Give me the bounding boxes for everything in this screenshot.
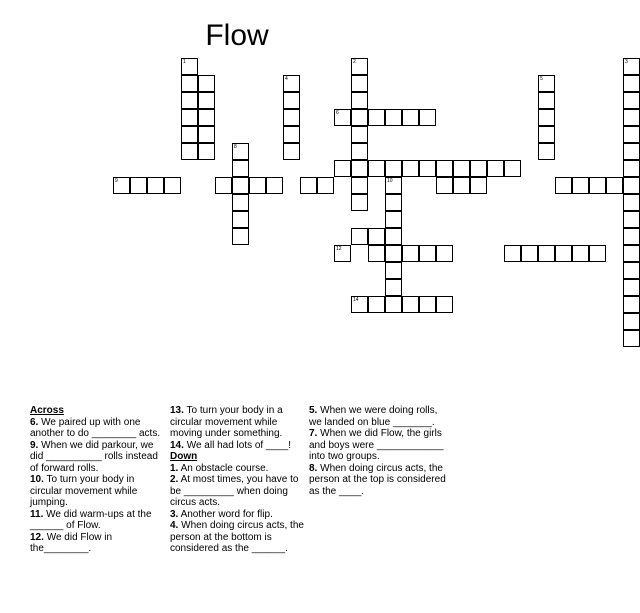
grid-cell[interactable]	[402, 109, 419, 126]
clue-item-text: We all had lots of ____!	[186, 439, 292, 451]
grid-cell[interactable]	[181, 143, 198, 160]
clue-column-1	[30, 405, 168, 555]
grid-cell[interactable]	[198, 109, 215, 126]
grid-cell[interactable]	[368, 296, 385, 313]
grid-cell[interactable]	[623, 109, 640, 126]
clue-item-text: We did warm-ups at the ______ of Flow.	[30, 508, 152, 531]
clue-number: 8	[234, 144, 237, 150]
grid-cell[interactable]	[385, 160, 402, 177]
grid-cell[interactable]	[623, 245, 640, 262]
grid-cell[interactable]	[249, 177, 266, 194]
grid-cell[interactable]	[385, 296, 402, 313]
clue-item	[170, 463, 308, 475]
grid-cell[interactable]	[351, 126, 368, 143]
clue-item	[30, 474, 168, 509]
grid-cell[interactable]	[606, 177, 623, 194]
grid-cell[interactable]	[334, 245, 351, 262]
grid-cell[interactable]	[538, 75, 555, 92]
grid-cell[interactable]	[232, 228, 249, 245]
grid-cell[interactable]	[385, 279, 402, 296]
grid-cell[interactable]	[555, 245, 572, 262]
clue-item-number: 2.	[170, 474, 179, 485]
grid-cell[interactable]	[623, 313, 640, 330]
across-heading: Across	[30, 405, 64, 416]
grid-cell[interactable]	[232, 194, 249, 211]
grid-cell[interactable]	[555, 177, 572, 194]
clue-item-text: When doing circus acts, the person at the top is considered as the ____.	[309, 462, 446, 497]
clue-item	[170, 440, 308, 452]
grid-cell[interactable]	[572, 245, 589, 262]
clue-item-text: When we did Flow, the girls and boys were ____________ into two groups.	[309, 428, 444, 462]
grid-cell[interactable]	[419, 109, 436, 126]
grid-cell[interactable]	[538, 143, 555, 160]
clue-item-text: We did Flow in the________.	[30, 531, 113, 554]
grid-cell[interactable]	[232, 177, 249, 194]
grid-cell[interactable]	[487, 160, 504, 177]
grid-cell[interactable]	[436, 160, 453, 177]
grid-cell[interactable]	[589, 245, 606, 262]
grid-cell[interactable]	[470, 177, 487, 194]
clue-item-number: 14.	[170, 439, 184, 451]
clue-number: 2	[353, 59, 356, 65]
grid-cell[interactable]	[385, 262, 402, 279]
grid-cell[interactable]	[181, 126, 198, 143]
clue-item	[170, 509, 308, 521]
clue-number: 5	[540, 76, 543, 82]
clue-item-text: Another word for flip.	[180, 508, 273, 520]
grid-cell[interactable]	[538, 245, 555, 262]
grid-cell[interactable]	[419, 245, 436, 262]
clue-item	[30, 509, 168, 532]
grid-cell[interactable]	[623, 330, 640, 347]
clue-number: 3	[625, 59, 628, 65]
grid-cell[interactable]	[283, 75, 300, 92]
grid-cell[interactable]	[181, 109, 198, 126]
grid-cell[interactable]	[300, 177, 317, 194]
clue-item-number: 6.	[30, 416, 39, 428]
clue-item-number: 10.	[30, 474, 44, 485]
grid-cell[interactable]	[402, 160, 419, 177]
clue-column-3	[309, 405, 447, 497]
clue-item-number: 12.	[30, 531, 44, 543]
grid-cell[interactable]	[283, 109, 300, 126]
clue-column-2	[170, 405, 308, 555]
clue-item-text: To turn your body in circular movement while jumping.	[30, 474, 138, 508]
grid-cell[interactable]	[385, 194, 402, 211]
grid-cell[interactable]	[623, 228, 640, 245]
grid-cell[interactable]	[232, 211, 249, 228]
grid-cell[interactable]	[623, 211, 640, 228]
grid-cell[interactable]	[334, 109, 351, 126]
grid-cell[interactable]	[538, 92, 555, 109]
grid-cell[interactable]	[623, 262, 640, 279]
grid-cell[interactable]	[232, 143, 249, 160]
clue-number: 1	[183, 59, 186, 65]
clue-item-number: 5.	[309, 405, 318, 416]
clue-item-number: 7.	[309, 428, 318, 439]
grid-cell[interactable]	[623, 75, 640, 92]
grid-cell[interactable]	[504, 245, 521, 262]
grid-cell[interactable]	[368, 109, 385, 126]
clue-item	[30, 417, 168, 440]
grid-cell[interactable]	[181, 75, 198, 92]
grid-cell[interactable]	[521, 245, 538, 262]
clue-item-text: When we were doing rolls, we landed on blue _______.	[309, 405, 438, 428]
grid-cell[interactable]	[351, 194, 368, 211]
grid-cell[interactable]	[453, 160, 470, 177]
grid-cell[interactable]	[436, 296, 453, 313]
clue-number: 6	[336, 110, 339, 116]
grid-cell[interactable]	[470, 160, 487, 177]
grid-cell[interactable]	[198, 92, 215, 109]
grid-cell[interactable]	[402, 296, 419, 313]
grid-cell[interactable]	[623, 194, 640, 211]
grid-cell[interactable]	[351, 92, 368, 109]
grid-cell[interactable]	[283, 126, 300, 143]
grid-cell[interactable]	[266, 177, 283, 194]
grid-cell[interactable]	[351, 75, 368, 92]
grid-cell[interactable]	[368, 160, 385, 177]
clue-item-text: An obstacle course.	[180, 462, 269, 474]
clue-item	[309, 428, 447, 463]
clue-item-number: 3.	[170, 508, 179, 520]
down-heading: Down	[170, 451, 198, 462]
clue-item	[30, 440, 168, 475]
grid-cell[interactable]	[147, 177, 164, 194]
grid-cell[interactable]	[181, 58, 198, 75]
grid-cell[interactable]	[164, 177, 181, 194]
grid-cell[interactable]	[385, 228, 402, 245]
clue-item	[170, 405, 308, 440]
clue-item	[170, 520, 308, 555]
clue-item-number: 4.	[170, 520, 179, 531]
grid-cell[interactable]	[351, 160, 368, 177]
grid-cell[interactable]	[419, 296, 436, 313]
grid-cell[interactable]	[623, 279, 640, 296]
grid-cell[interactable]	[504, 160, 521, 177]
grid-cell[interactable]	[623, 160, 640, 177]
clue-item	[309, 405, 447, 428]
grid-cell[interactable]	[385, 177, 402, 194]
grid-cell[interactable]	[453, 177, 470, 194]
grid-cell[interactable]	[198, 126, 215, 143]
grid-cell[interactable]	[215, 177, 232, 194]
grid-cell[interactable]	[232, 160, 249, 177]
grid-cell[interactable]	[572, 177, 589, 194]
puzzle-title: Flow	[205, 19, 269, 52]
clue-item-text: When we did parkour, we did __________ rolls instead of forward rolls.	[30, 439, 158, 474]
grid-cell[interactable]	[538, 126, 555, 143]
grid-cell[interactable]	[130, 177, 147, 194]
clue-item-text: To turn your body in a circular movement while moving under something.	[170, 405, 283, 439]
grid-cell[interactable]	[283, 143, 300, 160]
clue-number: 12	[336, 246, 342, 252]
grid-cell[interactable]	[283, 92, 300, 109]
grid-cell[interactable]	[623, 177, 640, 194]
clue-item-number: 13.	[170, 405, 184, 416]
grid-cell[interactable]	[589, 177, 606, 194]
grid-cell[interactable]	[351, 296, 368, 313]
clue-item	[309, 463, 447, 498]
grid-cell[interactable]	[334, 160, 351, 177]
grid-cell[interactable]	[368, 228, 385, 245]
grid-cell[interactable]	[351, 143, 368, 160]
grid-cell[interactable]	[623, 58, 640, 75]
clue-number: 14	[353, 297, 359, 303]
grid-cell[interactable]	[181, 92, 198, 109]
clue-item-text: We paired up with one another to do ________ acts.	[30, 416, 161, 439]
grid-cell[interactable]	[198, 143, 215, 160]
clue-item	[170, 474, 308, 509]
grid-cell[interactable]	[351, 58, 368, 75]
clue-number: 4	[285, 76, 288, 82]
grid-cell[interactable]	[198, 75, 215, 92]
clue-item-text: When doing circus acts, the person at the bottom is considered as the ______.	[170, 520, 304, 554]
grid-cell[interactable]	[419, 160, 436, 177]
grid-cell[interactable]	[351, 228, 368, 245]
grid-cell[interactable]	[317, 177, 334, 194]
grid-cell[interactable]	[623, 296, 640, 313]
grid-cell[interactable]	[351, 109, 368, 126]
grid-cell[interactable]	[623, 92, 640, 109]
grid-cell[interactable]	[368, 245, 385, 262]
clue-item-number: 11.	[30, 508, 44, 520]
grid-cell[interactable]	[402, 245, 419, 262]
grid-cell[interactable]	[623, 126, 640, 143]
grid-cell[interactable]	[538, 109, 555, 126]
clue-item-number: 1.	[170, 462, 179, 474]
clue-number: 9	[115, 178, 118, 184]
grid-cell[interactable]	[113, 177, 130, 194]
grid-cell[interactable]	[351, 177, 368, 194]
grid-cell[interactable]	[623, 143, 640, 160]
clue-number: 10	[387, 178, 393, 184]
grid-cell[interactable]	[385, 109, 402, 126]
clue-item-text: At most times, you have to be _________ when doing circus acts.	[170, 474, 299, 508]
grid-cell[interactable]	[436, 177, 453, 194]
clue-item-number: 8.	[309, 462, 318, 474]
grid-cell[interactable]	[385, 211, 402, 228]
grid-cell[interactable]	[436, 245, 453, 262]
grid-cell[interactable]	[385, 245, 402, 262]
clue-item	[30, 532, 168, 555]
clue-item-number: 9.	[30, 439, 39, 451]
